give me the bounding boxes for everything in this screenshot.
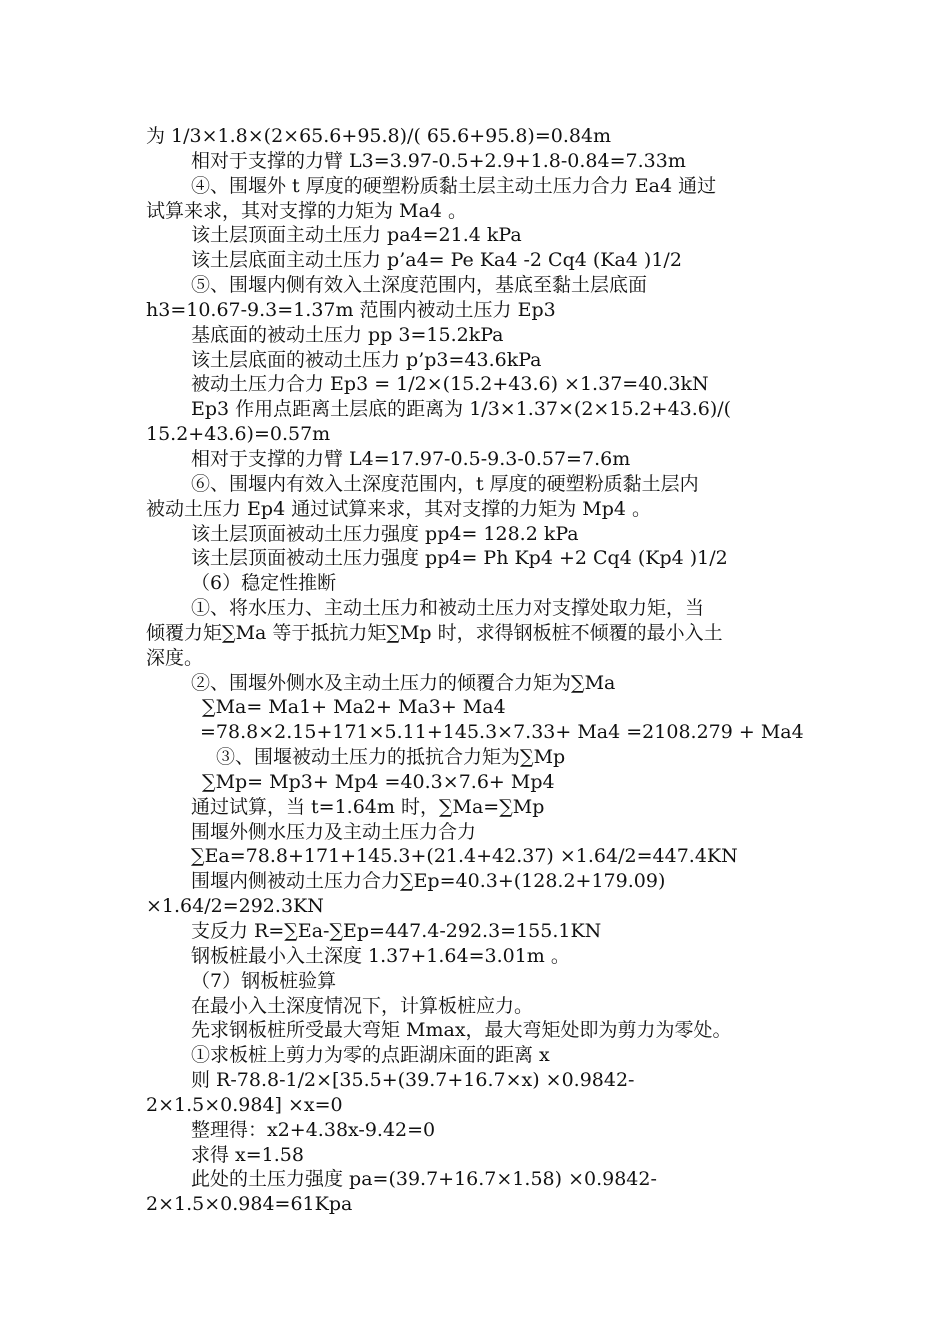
text-line: 为 1/3×1.8×(2×65.6+95.8)/( 65.6+95.8)=0.84m — [146, 125, 612, 147]
text-line: ②、围堰外侧水及主动土压力的倾覆合力矩为∑Ma — [191, 671, 616, 694]
text-line: ∑Ea=78.8+171+145.3+(21.4+42.37) ×1.64/2=447.4KN — [191, 845, 738, 868]
text-line: 该土层底面的被动土压力 p’p3=43.6kPa — [191, 348, 542, 371]
text-line: 先求钢板桩所受最大弯矩 Mmax，最大弯矩处即为剪力为零处。 — [191, 1019, 732, 1042]
text-line: ⑥、围堰内有效入土深度范围内，t 厚度的硬塑粉质黏土层内 — [191, 472, 699, 495]
text-line: ①、将水压力、主动土压力和被动土压力对支撑处取力矩，当 — [191, 597, 705, 620]
text-line: 通过试算，当 t=1.64m 时，∑Ma=∑Mp — [191, 795, 545, 818]
document-body — [146, 124, 816, 1217]
text-line: 深度。 — [146, 646, 204, 669]
text-line: 试算来求，其对支撑的力矩为 Ma4 。 — [146, 199, 467, 222]
text-line: 该土层顶面主动土压力 pa4=21.4 kPa — [191, 224, 522, 247]
text-line: 15.2+43.6)=0.57m — [146, 423, 331, 446]
text-line: ③、围堰被动土压力的抵抗合力矩为∑Mp — [216, 746, 566, 769]
text-line: ④、围堰外 t 厚度的硬塑粉质黏土层主动土压力合力 Ea4 通过 — [191, 174, 717, 197]
text-line: 围堰外侧水压力及主动土压力合力 — [191, 820, 477, 843]
text-line: Ep3 作用点距离土层底的距离为 1/3×1.37×(2×15.2+43.6)/( — [191, 398, 732, 421]
text-line: h3=10.67-9.3=1.37m 范围内被动土压力 Ep3 — [146, 298, 556, 321]
text-line: 钢板桩最小入土深度 1.37+1.64=3.01m 。 — [191, 944, 570, 967]
text-line: 此处的土压力强度 pa=(39.7+16.7×1.58) ×0.9842- — [191, 1168, 657, 1191]
text-line: 被动土压力合力 Ep3 = 1/2×(15.2+43.6) ×1.37=40.3kN — [191, 373, 709, 396]
text-line: ①求板桩上剪力为零的点距湖床面的距离 x — [191, 1044, 550, 1067]
text-line: 相对于支撑的力臂 L4=17.97-0.5-9.3-0.57=7.6m — [191, 447, 631, 470]
text-line: 则 R-78.8-1/2×[35.5+(39.7+16.7×x) ×0.9842- — [191, 1069, 635, 1092]
text-line: =78.8×2.15+171×5.11+145.3×7.33+ Ma4 =2108.279 + Ma4 — [200, 721, 804, 744]
text-line: 2×1.5×0.984=61Kpa — [146, 1193, 353, 1216]
text-line: 该土层底面主动土压力 p’a4= Pe Ka4 -2 Cq4 (Ka4 )1/2 — [191, 249, 682, 272]
text-line: ⑤、围堰内侧有效入土深度范围内，基底至黏土层底面 — [191, 274, 648, 297]
text-line: 该土层顶面被动土压力强度 pp4= 128.2 kPa — [191, 522, 579, 545]
text-line: 围堰内侧被动土压力合力∑Ep=40.3+(128.2+179.09) — [191, 870, 666, 893]
text-line: 基底面的被动土压力 pp 3=15.2kPa — [191, 323, 504, 346]
text-line: 被动土压力 Ep4 通过试算来求，其对支撑的力矩为 Mp4 。 — [146, 497, 651, 520]
text-line: 在最小入土深度情况下，计算板桩应力。 — [191, 994, 534, 1017]
text-line: 该土层顶面被动土压力强度 pp4= Ph Kp4 +2 Cq4 (Kp4 )1/2 — [191, 547, 728, 570]
text-line: 倾覆力矩∑Ma 等于抵抗力矩∑Mp 时，求得钢板桩不倾覆的最小入土 — [146, 621, 723, 644]
text-line: ×1.64/2=292.3KN — [146, 895, 324, 918]
text-line: 2×1.5×0.984] ×x=0 — [146, 1093, 343, 1116]
text-line: 相对于支撑的力臂 L3=3.97-0.5+2.9+1.8-0.84=7.33m — [191, 149, 686, 172]
text-line: 整理得：x2+4.38x-9.42=0 — [191, 1118, 436, 1141]
text-line: （6）稳定性推断 — [191, 572, 337, 595]
text-line: ∑Ma= Ma1+ Ma2+ Ma3+ Ma4 — [202, 696, 506, 719]
text-line: 求得 x=1.58 — [191, 1143, 304, 1166]
text-line: 支反力 R=∑Ea-∑Ep=447.4-292.3=155.1KN — [191, 920, 602, 942]
text-line: （7）钢板桩验算 — [191, 969, 337, 992]
text-line: ∑Mp= Mp3+ Mp4 =40.3×7.6+ Mp4 — [202, 770, 555, 793]
